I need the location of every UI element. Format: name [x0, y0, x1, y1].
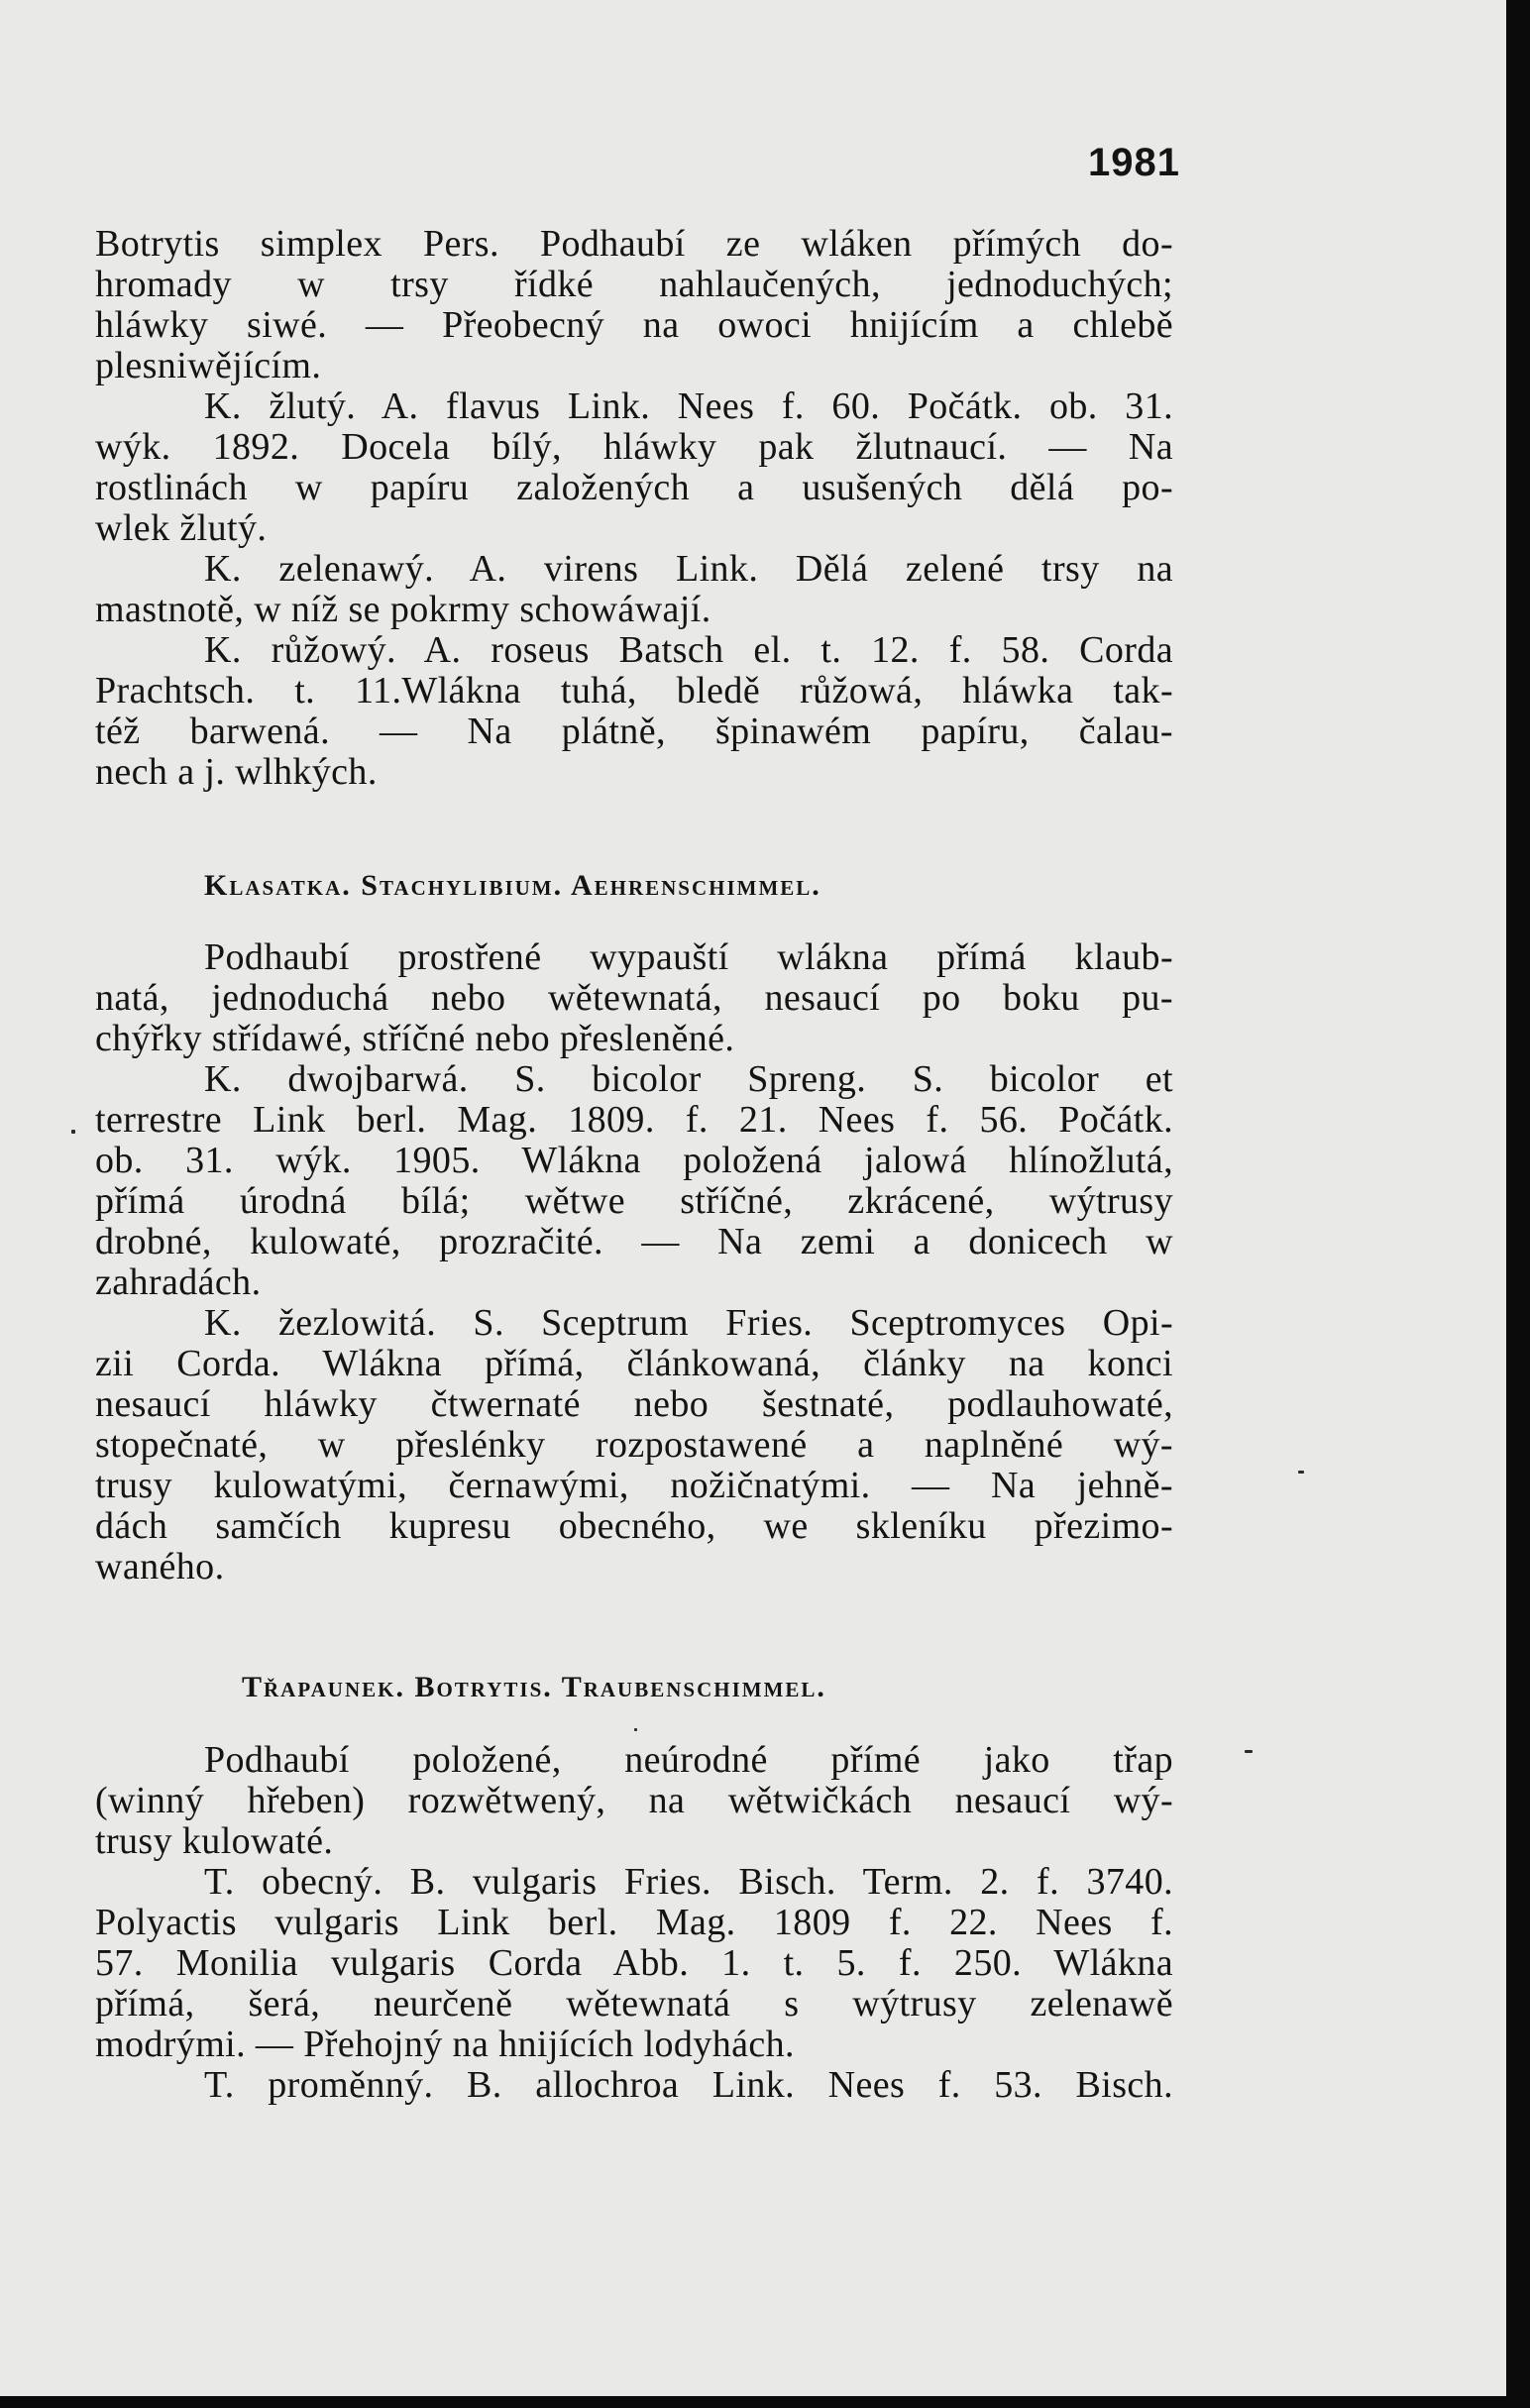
text-line: mastnotě, w níž se pokrmy schowáwají. [95, 589, 711, 630]
print-speck [1298, 1471, 1304, 1474]
print-speck [1245, 1750, 1253, 1753]
text-line: Podhaubí prostřené wypauští wlákna přímá klaub- [204, 936, 1173, 978]
text-line: hláwky siwé. — Přeobecný na owoci hnijícím a chlebě [95, 304, 1173, 346]
text-line: Prachtsch. t. 11.Wlákna tuhá, bledě růžowá, hláwka tak- [95, 670, 1173, 711]
page-number: 1981 [1088, 141, 1180, 184]
text-line: přímá úrodná bílá; wětwe stříčné, zkrácené, wýtrusy [95, 1180, 1173, 1222]
section-heading-botrytis: Třapaunek. Botrytis. Traubenschimmel. [242, 1671, 826, 1703]
text-line: trusy kulowaté. [95, 1820, 334, 1862]
text-line: wlek žlutý. [95, 507, 268, 549]
text-line: drobné, kulowaté, prozračité. — Na zemi a donicech w [95, 1221, 1173, 1262]
text-line: rostlinách w papíru založených a usušených dělá po- [95, 467, 1173, 508]
text-line: nech a j. wlhkých. [95, 751, 378, 793]
text-line: wýk. 1892. Docela bílý, hláwky pak žlutnaucí. — Na [95, 426, 1173, 468]
print-speck [634, 1728, 637, 1731]
text-line: K. žezlowitá. S. Sceptrum Fries. Sceptromyces Opi- [204, 1302, 1173, 1344]
text-line: K. zelenawý. A. virens Link. Dělá zelené trsy na [204, 548, 1173, 590]
text-line: ob. 31. wýk. 1905. Wlákna položená jalowá hlínožlutá, [95, 1140, 1173, 1181]
section-heading-stachylibium: Klasatka. Stachylibium. Aehrenschimmel. [204, 869, 821, 902]
text-line: zii Corda. Wlákna přímá, článkowaná, články na konci [95, 1343, 1173, 1384]
text-line: též barwená. — Na plátně, špinawém papíru, čalau- [95, 711, 1173, 752]
text-line: waného. [95, 1546, 225, 1587]
text-line: zahradách. [95, 1261, 262, 1303]
text-block-botrytis-simplex [95, 224, 1173, 793]
text-line: chýřky střídawé, stříčné nebo přesleněné. [95, 1018, 735, 1059]
scan-edge-bottom [0, 2396, 1530, 2408]
text-line: K. dwojbarwá. S. bicolor Spreng. S. bicolor et [204, 1058, 1173, 1100]
text-line: terrestre Link berl. Mag. 1809. f. 21. Nees f. 56. Počátk. [95, 1099, 1173, 1141]
text-line: stopečnaté, w přeslénky rozpostawené a naplněné wý- [95, 1424, 1173, 1466]
text-line: dách samčích kupresu obecného, we skleníku přezimo- [95, 1505, 1173, 1547]
text-line: hromady w trsy řídké nahlaučených, jednoduchých; [95, 264, 1173, 305]
text-line: K. žlutý. A. flavus Link. Nees f. 60. Počátk. ob. 31. [204, 385, 1173, 427]
text-line: trusy kulowatými, černawými, nožičnatými. — Na jehně- [95, 1465, 1173, 1506]
text-line: T. obecný. B. vulgaris Fries. Bisch. Term. 2. f. 3740. [204, 1861, 1173, 1903]
text-line: nesaucí hláwky čtwernaté nebo šestnaté, podlauhowaté, [95, 1383, 1173, 1425]
text-line: T. proměnný. B. allochroa Link. Nees f. 53. Bisch. [204, 2064, 1173, 2106]
text-line: Botrytis simplex Pers. Podhaubí ze wláken přímých do- [95, 223, 1173, 265]
text-line: Polyactis vulgaris Link berl. Mag. 1809 f. 22. Nees f. [95, 1902, 1173, 1943]
text-block-botrytis [95, 1740, 1173, 2106]
text-line: natá, jednoduchá nebo wětewnatá, nesaucí po boku pu- [95, 977, 1173, 1019]
text-line: K. růžowý. A. roseus Batsch el. t. 12. f. 58. Corda [204, 629, 1173, 671]
text-line: plesniwějícím. [95, 345, 322, 386]
text-line: (winný hřeben) rozwětwený, na wětwičkách nesaucí wý- [95, 1780, 1173, 1821]
print-speck [71, 1130, 75, 1134]
text-block-stachylibium [95, 937, 1173, 1587]
text-line: modrými. — Přehojný na hnijících lodyhách. [95, 2024, 795, 2065]
scan-edge-right [1506, 0, 1530, 2408]
text-line: 57. Monilia vulgaris Corda Abb. 1. t. 5. f. 250. Wlákna [95, 1942, 1173, 1984]
text-line: přímá, šerá, neurčeně wětewnatá s wýtrusy zelenawě [95, 1983, 1173, 2025]
text-line: Podhaubí položené, neúrodné přímé jako třap [204, 1739, 1173, 1781]
